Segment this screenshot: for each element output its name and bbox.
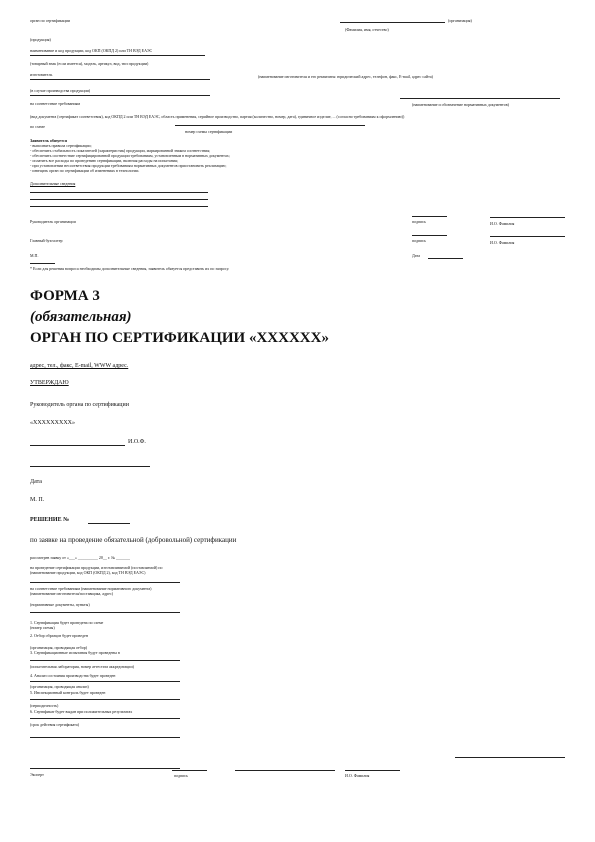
decision-rule-1 — [30, 582, 180, 583]
extra-rule-3 — [30, 206, 208, 207]
head-sign-rule — [412, 216, 447, 217]
acct-label: Главный бухгалтер — [30, 238, 63, 243]
extra-title: Дополнительные сведения — [30, 181, 76, 186]
top-line5-right: (наименование изготовителя и его реквизиты: юридический адрес, телефон, факс, E-mail, адрес сайта) — [258, 74, 433, 79]
top-line1-left: орган по сертификации — [30, 18, 70, 23]
extra-rule-1 — [30, 192, 208, 193]
obligation-4: - при установлении несоответствия продукции требованиям нормативных документов приостановить реализацию; — [30, 163, 227, 168]
top-line2-left: (продукция) — [30, 37, 51, 42]
obligation-2: - обеспечить соответствие сертифицированной продукции требованиям, установленным в нормативных документах; — [30, 153, 230, 158]
decision-rule-4 — [30, 681, 180, 682]
form-subtitle: (обязательная) — [30, 309, 132, 325]
top-line6-rule — [30, 95, 210, 96]
approver-initials: И.О.Ф. — [128, 439, 146, 445]
acct-name-rule — [490, 236, 565, 237]
head-of-body: Руководитель органа по сертификации — [30, 402, 129, 408]
top-line4-left: (товарный знак (если имеется), модель, артикул, вид, тип продукции) — [30, 61, 149, 66]
acct-sign-rule — [412, 235, 447, 236]
decision-row-2: на соответствие требованиям (наименование нормативного документа) — [30, 586, 152, 591]
footnote-rule — [30, 263, 55, 264]
top-date-label: Дата — [412, 253, 420, 258]
expert-right-rule — [455, 757, 565, 758]
decision-rule-5 — [30, 699, 180, 700]
decision-rule-3 — [30, 660, 180, 661]
decision-subject: по заявке на проведение обязательной (добровольной) сертификации — [30, 536, 237, 544]
top-date-rule — [428, 258, 463, 259]
form-org-title: ОРГАН ПО СЕРТИФИКАЦИИ «XXXXXX» — [30, 330, 329, 346]
decision-row-8: 6. Сертификат будет выдан при положительных результатах — [30, 709, 133, 714]
approver-extra-rule — [30, 466, 150, 467]
org-address: адрес, тел., факс, E-mail, WWW адрес. — [30, 363, 129, 369]
expert-sign-caption: подпись — [174, 773, 188, 778]
decision-rule-2 — [30, 612, 180, 613]
footnote: * Если для решения вопроса необходимы дополнительные сведения, заявитель обязуется представить их по запросу. — [30, 266, 230, 271]
head-name: И.О. Фамилия — [490, 221, 515, 226]
decision-sub-3: (номер схемы) — [30, 625, 55, 630]
top-line1-rule — [340, 22, 445, 23]
decision-sub-4: (организация, проводящая отбор) — [30, 645, 88, 650]
obligation-3: - оплатить все расходы по проведению сертификации, включая расходы на испытания; — [30, 158, 178, 163]
top-line9-rule — [175, 125, 365, 126]
decision-sub-5: (испытательная лаборатория, номер аттестата аккредитации) — [30, 664, 134, 669]
obligation-5: - извещать орган по сертификации об изменениях в технологии. — [30, 168, 140, 173]
top-line5-left: изготовитель — [30, 72, 53, 77]
expert-label: Эксперт — [30, 772, 44, 777]
top-line7-rule — [400, 98, 560, 99]
top-line8: (вид документа (сертификат соответствия), код ОКПД 2 или ТН ВЭД ЕАЭС, область применения, серийное производство, партия (количество, номер, дата), единичное изделие, ... (согласно требованиям к оформлению)) — [30, 114, 405, 119]
head-label: Руководитель организации — [30, 219, 76, 224]
decision-number: РЕШЕНИЕ № — [30, 517, 70, 523]
decision-row-0: рассмотрев заявку от «___» __________ 20__ г. № _______ — [30, 555, 130, 560]
form-mp: М. П. — [30, 497, 45, 503]
decision-sub-6: (организация, проводящая анализ) — [30, 684, 89, 689]
decision-rule-7 — [30, 737, 180, 738]
top-line9-left: по схеме — [30, 124, 45, 129]
decision-row-6: 4. Анализ состояния производства будет проведен — [30, 673, 116, 678]
obligations-title: Заявитель обязуется — [30, 138, 68, 143]
top-line3-rule — [30, 55, 205, 56]
top-line1-right: (организация) — [448, 18, 472, 23]
top-line7-left: на соответствие требованиям — [30, 101, 81, 106]
acct-name: И.О. Фамилия — [490, 240, 515, 245]
org-name-quote: «XXXXXXXXX» — [30, 420, 75, 426]
extra-rule-2 — [30, 199, 208, 200]
decision-sub-0: (наименование продукции, код ОКП (ОКПД 2), код ТН ВЭД ЕАЭС) — [30, 570, 146, 575]
decision-sub-2: (нормативные документы, пункты) — [30, 602, 90, 607]
acct-sign: подпись — [412, 238, 426, 243]
obligation-1: - обеспечить стабильность показателей (характеристик) продукции, маркированной знаком соответствия; — [30, 148, 211, 153]
top-line9-caption: номер схемы сертификации — [185, 129, 233, 134]
approve-label: УТВЕРЖДАЮ — [30, 380, 69, 386]
head-name-rule — [490, 217, 565, 218]
expert-name-rule — [345, 770, 400, 771]
top-line6-left: (в случае производства продукции) — [30, 88, 91, 93]
decision-row-1: на проведение сертификации продукции, изготавливаемой (поставляемой) по — [30, 565, 163, 570]
decision-row-5: 3. Сертификационные испытания будут проведены в — [30, 650, 120, 655]
top-line1-caption: (Фамилия, имя, отчество) — [345, 27, 389, 32]
obligation-0: - выполнять правила сертификации; — [30, 143, 92, 148]
form-date: Дата — [30, 479, 42, 485]
decision-rule-8 — [30, 768, 180, 769]
expert-name-caption: И.О. Фамилия — [345, 773, 370, 778]
head-sign: подпись — [412, 219, 426, 224]
decision-row-7: 5. Инспекционный контроль будет проведен — [30, 690, 106, 695]
top-line7-right: (наименование и обозначение нормативных документов) — [412, 102, 509, 107]
decision-number-rule — [88, 523, 130, 524]
expert-sign-rule — [172, 770, 207, 771]
approver-sign-rule — [30, 445, 125, 446]
form-title: ФОРМА 3 — [30, 288, 100, 304]
decision-sub-8: (срок действия сертификата) — [30, 722, 80, 727]
decision-row-4: 2. Отбор образцов будет проведен — [30, 633, 88, 638]
decision-sub-7: (периодичность) — [30, 703, 59, 708]
top-line5-rule — [30, 79, 210, 80]
decision-rule-6 — [30, 718, 180, 719]
top-mp: М.П. — [30, 253, 39, 258]
expert-mid-rule — [235, 770, 335, 771]
top-line3-left: наименование и код продукции, код ОКП (ОКПД 2) или ТН ВЭД ЕАЭС — [30, 48, 153, 53]
decision-row-3: 1. Сертификация будет проведена по схеме — [30, 620, 104, 625]
decision-sub-1: (наименование изготовителя/поставщика, адрес) — [30, 591, 114, 596]
